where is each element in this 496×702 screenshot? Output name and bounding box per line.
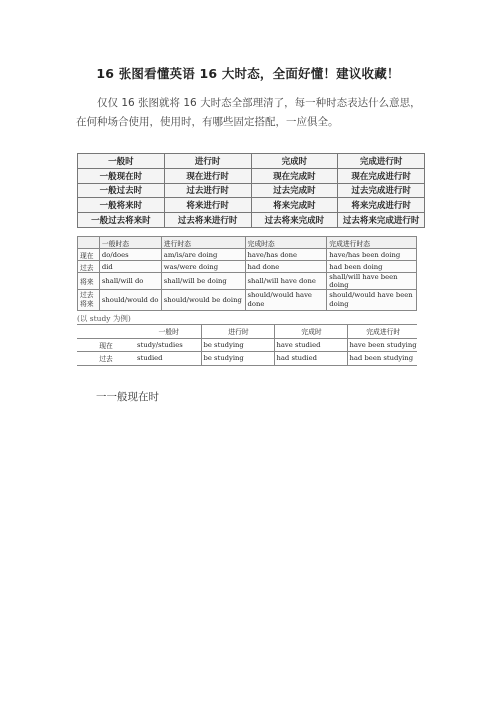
table-cell: 一般时	[78, 154, 165, 169]
table-cell: 过去将来进行时	[164, 213, 251, 228]
table-cell: 现在	[77, 338, 135, 352]
table-cell: have been studying	[347, 338, 417, 352]
table-cell: shall/will have done	[245, 273, 327, 290]
table-cell: 完成时	[251, 154, 338, 169]
table-cell: 过去完成进行时	[338, 183, 425, 198]
tense-overview-table	[77, 153, 425, 228]
verb-form-table	[77, 236, 417, 311]
table-header-cell: 一般时态	[99, 237, 161, 249]
table-cell: 一般过去将来时	[78, 213, 165, 228]
intro-paragraph: 仅仅 16 张图就将 16 大时态全部理清了，每一种时态表达什么意思，在何种场合使用，使用时，有哪些固定搭配，一应俱全。	[76, 97, 421, 128]
table-header-row	[77, 325, 417, 339]
table-cell: 过去将来完成时	[251, 213, 338, 228]
table-cell: 将来	[78, 273, 100, 290]
table-cell: 一般将来时	[78, 198, 165, 213]
table-row	[78, 168, 425, 183]
table-cell: 现在	[78, 249, 100, 261]
table-header-cell: 进行时态	[161, 237, 245, 249]
table-row	[78, 273, 417, 290]
table-header-cell	[78, 237, 100, 249]
table-row	[78, 154, 425, 169]
table-cell: be studying	[201, 338, 274, 352]
table-cell: shall/will be doing	[161, 273, 245, 290]
table-cell: 过去	[78, 261, 100, 273]
table-cell: 将来进行时	[164, 198, 251, 213]
table-row	[78, 213, 425, 228]
table-cell: shall/will do	[99, 273, 161, 290]
table-cell: should/would do	[99, 290, 161, 311]
table-cell: study/studies	[135, 338, 201, 352]
table-row	[77, 352, 417, 366]
table-cell: 过去将来	[78, 290, 100, 311]
table-cell: 过去	[77, 352, 135, 366]
table-cell: had studied	[274, 352, 347, 366]
section-heading: 一一般现在时	[96, 391, 159, 403]
table-cell: 一般现在时	[78, 168, 165, 183]
table-cell: have/has done	[245, 249, 327, 261]
table-cell: 过去将来完成进行时	[338, 213, 425, 228]
table-header-cell: 完成时	[274, 325, 347, 339]
table-cell: should/would have done	[245, 290, 327, 311]
table-cell: 过去进行时	[164, 183, 251, 198]
table-cell: had done	[245, 261, 327, 273]
table-cell: 现在完成进行时	[338, 168, 425, 183]
example-note: (以 study 为例)	[77, 314, 131, 323]
table-cell: have studied	[274, 338, 347, 352]
table-header-cell: 一般时	[135, 325, 201, 339]
table-header-cell: 完成进行时态	[327, 237, 417, 249]
table-cell: studied	[135, 352, 201, 366]
table-cell: 过去完成时	[251, 183, 338, 198]
table-cell: had been studying	[347, 352, 417, 366]
table-row	[77, 338, 417, 352]
table-header-cell: 完成进行时	[347, 325, 417, 339]
table-cell: 现在完成时	[251, 168, 338, 183]
table-cell: do/does	[99, 249, 161, 261]
table-header-cell	[77, 325, 135, 339]
table-cell: 一般过去时	[78, 183, 165, 198]
table-cell: should/would be doing	[161, 290, 245, 311]
table-header-cell: 完成时态	[245, 237, 327, 249]
table-row	[78, 261, 417, 273]
table-header-row	[78, 237, 417, 249]
table-row	[78, 183, 425, 198]
table-row	[78, 290, 417, 311]
table-cell: did	[99, 261, 161, 273]
table-cell: 将来完成进行时	[338, 198, 425, 213]
table-cell: 将来完成时	[251, 198, 338, 213]
table-row	[78, 249, 417, 261]
study-example-table	[77, 324, 417, 366]
table-cell: 进行时	[164, 154, 251, 169]
table-row	[78, 198, 425, 213]
table-cell: was/were doing	[161, 261, 245, 273]
table-cell: had been doing	[327, 261, 417, 273]
table-cell: 完成进行时	[338, 154, 425, 169]
table-cell: am/is/are doing	[161, 249, 245, 261]
table-cell: should/would have been doing	[327, 290, 417, 311]
table-cell: 现在进行时	[164, 168, 251, 183]
table-cell: be studying	[201, 352, 274, 366]
table-cell: have/has been doing	[327, 249, 417, 261]
table-cell: shall/will have been doing	[327, 273, 417, 290]
table-header-cell: 进行时	[201, 325, 274, 339]
article-title: 16 张图看懂英语 16 大时态，全面好懂！建议收藏！	[96, 66, 400, 81]
